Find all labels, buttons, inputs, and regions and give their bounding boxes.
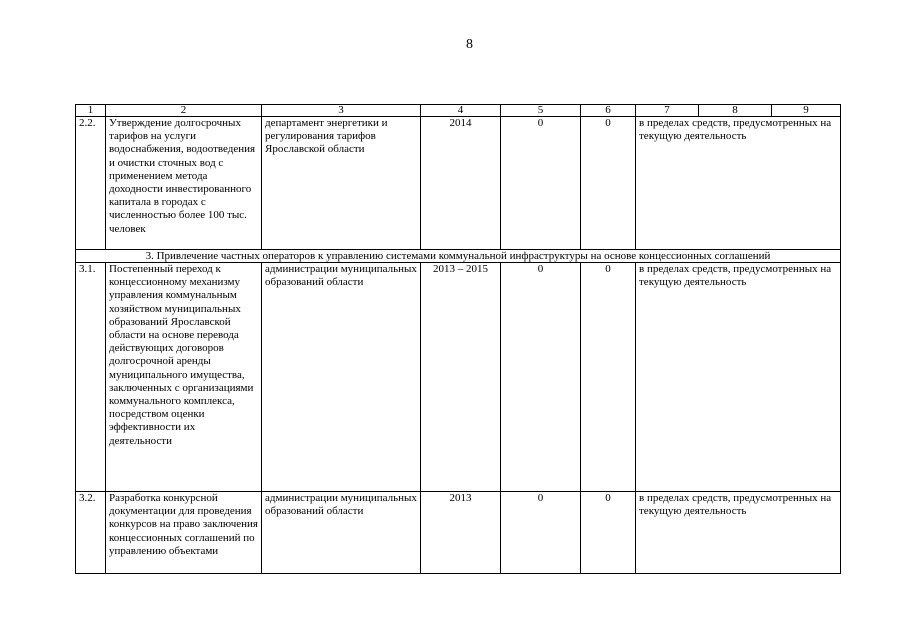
page-number: 8 [466, 37, 473, 52]
column-number: 3 [262, 105, 421, 117]
measure-term: 2013 – 2015 [421, 263, 501, 492]
measure-value-col5: 0 [501, 263, 581, 492]
measure-name: Разработка конкурсной документации для проведения конкурсов на право заключения концессионных соглашений по управлению объектами [106, 492, 262, 574]
measure-funding: в пределах средств, предусмотренных на текущую деятельность [636, 117, 841, 250]
table-row [76, 263, 841, 492]
section-title: 3. Привлечение частных операторов к управлению системами коммунальной инфраструктуры на основе концессионных соглашений [76, 250, 841, 263]
measure-executor: администрации муниципальных образований области [262, 263, 421, 492]
measure-name: Утверждение долгосрочных тарифов на услуги водоснабжения, водоотведения и очистки сточных вод с применением метода доходности инвестированного капитала в городах с численностью более 100 тыс. человек [106, 117, 262, 250]
row-number: 3.1. [76, 263, 106, 492]
measure-term: 2014 [421, 117, 501, 250]
measure-name: Постепенный переход к концессионному механизму управления коммунальным хозяйством муниципальных образований Ярославской области на основе перевода действующих договоров долгосрочной аренды муниципального имущества, заключенных с организациями коммунального комплекса, посредством оценки эффективности их деятельности [106, 263, 262, 492]
measure-value-col5: 0 [501, 492, 581, 574]
measure-value-col6: 0 [581, 492, 636, 574]
measure-funding: в пределах средств, предусмотренных на текущую деятельность [636, 263, 841, 492]
measure-value-col6: 0 [581, 263, 636, 492]
table-row [76, 492, 841, 574]
column-number: 7 [636, 105, 699, 117]
row-number: 2.2. [76, 117, 106, 250]
table-row [76, 117, 841, 250]
section-header-row [76, 250, 841, 263]
column-number: 4 [421, 105, 501, 117]
measure-executor: администрации муниципальных образований области [262, 492, 421, 574]
column-number: 5 [501, 105, 581, 117]
measure-value-col6: 0 [581, 117, 636, 250]
column-number: 2 [106, 105, 262, 117]
measure-term: 2013 [421, 492, 501, 574]
column-number: 1 [76, 105, 106, 117]
measures-table [75, 104, 841, 574]
measure-value-col5: 0 [501, 117, 581, 250]
measure-funding: в пределах средств, предусмотренных на текущую деятельность [636, 492, 841, 574]
row-number: 3.2. [76, 492, 106, 574]
column-number: 9 [772, 105, 841, 117]
column-numbers-row [76, 105, 841, 117]
column-number: 8 [699, 105, 772, 117]
column-number: 6 [581, 105, 636, 117]
measure-executor: департамент энергетики и регулирования тарифов Ярославской области [262, 117, 421, 250]
